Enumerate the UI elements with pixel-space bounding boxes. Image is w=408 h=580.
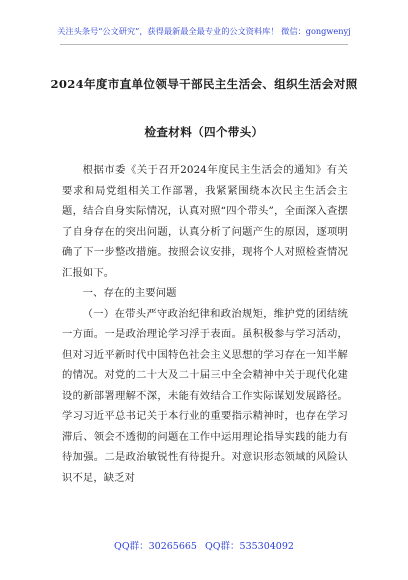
header-note: 关注头条号“公文研究”，获得最新最全最专业的公文资料库！ 微信：gongwenyj bbox=[57, 26, 351, 36]
footer-qq-group-1: QQ群：30265665 bbox=[114, 541, 197, 552]
body-paragraph: （一）在带头严守政治纪律和政治规矩，维护党的团结统一方面。一是政治理论学习浮于表面。虽积极参与学习活动，但对习近平新时代中国特色社会主义思想的学习存在一知半解的情况。对党的二十大及二十届三中全会精神中关于现代化建设的新部署理解不深，未能有效结合工作实际谋划发展路径。学习习近平总书记关于本行业的重要指示精神时，也存在学习滞后、领会不透彻的问题在工作中运用理论指导实践的能力有待加强。二是政治敏锐性有待提升。对意识形态领域的风险认识不足，缺乏对 bbox=[62, 307, 348, 484]
intro-paragraph: 根据市委《关于召开2024年度民主生活会的通知》有关要求和局党组相关工作部署，我紧紧围绕本次民主生活会主题，结合自身实际情况，认真对照“四个带头”，全面深入查摆了自身存在的突出问题，认真分析了问题产生的原因，逐项明确了下一步整改措施。按照会议安排，现将个人对照检查情况汇报如下。 bbox=[62, 164, 348, 279]
document-title-line-2: 检查材料（四个带头） bbox=[144, 125, 264, 139]
header-divider bbox=[60, 44, 348, 45]
document-body bbox=[62, 160, 348, 488]
footer-contacts bbox=[0, 538, 408, 552]
section-heading: 一、存在的主要问题 bbox=[82, 287, 177, 299]
document-title-line-1: 2024年度市直单位领导干部民主生活会、组织生活会对照 bbox=[50, 77, 358, 91]
footer-qq-group-2: QQ群：535304092 bbox=[204, 541, 294, 552]
